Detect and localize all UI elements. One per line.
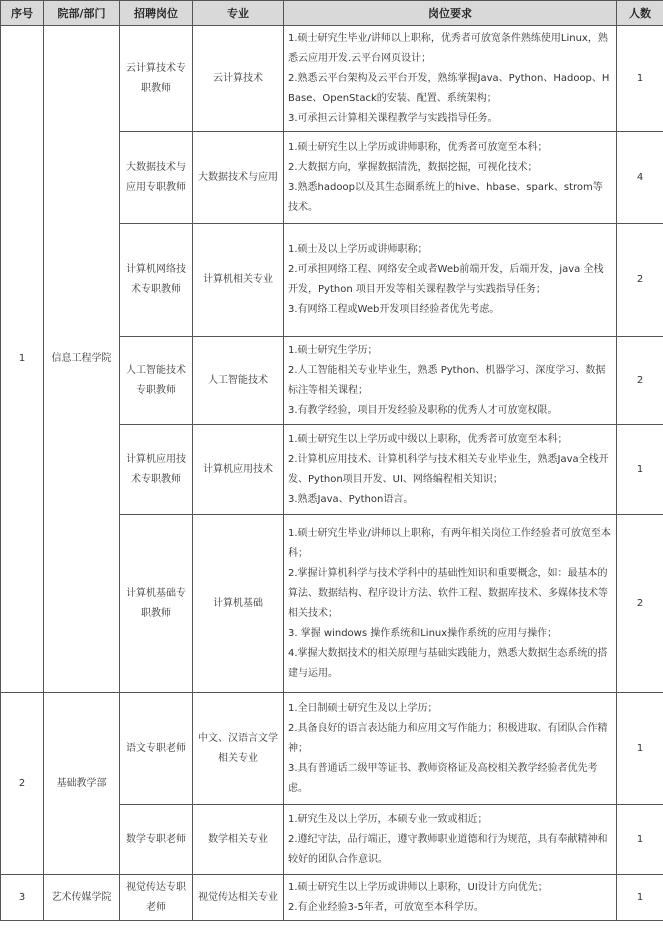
requirement-line: 1.硕士研究生学历； bbox=[288, 344, 378, 356]
position-major: 计算机相关专业 bbox=[193, 224, 284, 337]
position-major: 数学相关专业 bbox=[193, 805, 284, 875]
position-title: 视觉传达专职老师 bbox=[120, 875, 193, 921]
requirement-line: 3.熟悉Java、Python语言。 bbox=[288, 493, 414, 505]
dept-name: 基础教学部 bbox=[44, 693, 120, 875]
header-major: 专业 bbox=[193, 1, 284, 26]
position-count: 1 bbox=[617, 875, 663, 921]
table-row bbox=[1, 875, 663, 921]
position-title: 大数据技术与应用专职教师 bbox=[120, 132, 193, 224]
requirement-line: 3.熟悉hadoop以及其生态圈系统上的hive、hbase、spark、strom等技术。 bbox=[288, 181, 603, 213]
position-major: 计算机基础 bbox=[193, 515, 284, 693]
requirement-line: 3. 掌握 windows 操作系统和Linux操作系统的应用与操作； bbox=[288, 627, 558, 639]
position-count: 1 bbox=[617, 26, 663, 132]
position-requirements bbox=[284, 26, 617, 132]
position-title: 计算机网络技术专职教师 bbox=[120, 224, 193, 337]
requirement-line: 3.有网络工程或Web开发项目经验者优先考虑。 bbox=[288, 304, 500, 315]
requirement-line: 3.具有普通话二级甲等证书、教师资格证及高校相关教学经验者优先考虑。 bbox=[288, 762, 598, 794]
position-count: 1 bbox=[617, 805, 663, 875]
position-requirements bbox=[284, 425, 617, 515]
dept-name: 信息工程学院 bbox=[44, 26, 120, 693]
position-requirements bbox=[284, 337, 617, 425]
position-major: 视觉传达相关专业 bbox=[193, 875, 284, 921]
position-title: 计算机应用技术专职教师 bbox=[120, 425, 193, 515]
position-major: 人工智能技术 bbox=[193, 337, 284, 425]
dept-name: 艺术传媒学院 bbox=[44, 875, 120, 921]
position-count: 1 bbox=[617, 425, 663, 515]
requirement-line: 2.遵纪守法，品行端正，遵守教师职业道德和行为规范，具有奉献精神和较好的团队合作意识。 bbox=[288, 833, 608, 865]
position-requirements bbox=[284, 132, 617, 224]
position-title: 语文专职老师 bbox=[120, 693, 193, 805]
dept-serial: 3 bbox=[1, 875, 44, 921]
position-count: 4 bbox=[617, 132, 663, 224]
position-requirements bbox=[284, 805, 617, 875]
header-row bbox=[1, 1, 663, 26]
header-department: 院部/部门 bbox=[44, 1, 120, 26]
dept-serial: 2 bbox=[1, 693, 44, 875]
header-count: 人数 bbox=[617, 1, 663, 26]
header-requirements: 岗位要求 bbox=[284, 1, 617, 26]
position-requirements bbox=[284, 693, 617, 805]
position-count: 2 bbox=[617, 337, 663, 425]
position-title: 计算机基础专职教师 bbox=[120, 515, 193, 693]
requirement-line: 3.有教学经验，项目开发经验及职称的优秀人才可放宽权限。 bbox=[288, 404, 558, 416]
requirement-line: 1.硕士研究生以上学历或讲师职称，优秀者可放宽至本科； bbox=[288, 141, 548, 153]
requirement-line: 1.硕士研究生毕业/讲师以上职称，优秀者可放宽条件熟练使用Linux，熟悉云应用开发.云平台网页设计； bbox=[288, 32, 608, 64]
position-count: 2 bbox=[617, 224, 663, 337]
position-title: 人工智能技术专职教师 bbox=[120, 337, 193, 425]
header-serial: 序号 bbox=[1, 1, 44, 26]
table-row bbox=[1, 693, 663, 805]
position-major: 中文、汉语言文学相关专业 bbox=[193, 693, 284, 805]
requirement-line: 2.熟悉云平台架构及云平台开发，熟练掌握Java、Python、Hadoop、HBase、OpenStack的安装、配置、系统架构； bbox=[288, 72, 610, 104]
requirement-line: 1.硕士及以上学历或讲师职称； bbox=[288, 244, 428, 255]
requirement-line: 2.有企业经验3-5年者，可放宽至本科学历。 bbox=[288, 901, 484, 913]
requirement-line: 2.掌握计算机科学与技术学科中的基础性知识和重要概念，如：最基本的算法、数据结构、程序设计方法、软件工程、数据库技术、多媒体技术等相关技术； bbox=[288, 567, 608, 619]
position-requirements bbox=[284, 224, 617, 337]
position-count: 1 bbox=[617, 693, 663, 805]
position-count: 2 bbox=[617, 515, 663, 693]
requirement-line: 2.人工智能相关专业毕业生，熟悉 Python、机器学习、深度学习、数据标注等相关课程； bbox=[288, 364, 606, 396]
requirement-line: 1.全日制硕士研究生及以上学历； bbox=[288, 702, 438, 714]
position-title: 云计算技术专职教师 bbox=[120, 26, 193, 132]
position-requirements bbox=[284, 515, 617, 693]
position-requirements bbox=[284, 875, 617, 921]
requirement-line: 2.大数据方向，掌握数据清洗，数据挖掘，可视化技术； bbox=[288, 161, 538, 173]
position-major: 计算机应用技术 bbox=[193, 425, 284, 515]
requirement-line: 2.可承担网络工程、网络安全或者Web前端开发，后端开发，java 全栈开发，Python 项目开发等相关课程教学与实践指导任务； bbox=[288, 264, 604, 295]
table-row bbox=[1, 26, 663, 132]
requirement-line: 1.研究生及以上学历，本硕专业一致或相近； bbox=[288, 813, 488, 825]
requirement-line: 2.具备良好的语言表达能力和应用文写作能力；积极进取、有团队合作精神； bbox=[288, 722, 608, 754]
requirement-line: 3.可承担云计算相关课程教学与实践指导任务。 bbox=[288, 112, 498, 124]
requirement-line: 1.硕士研究生以上学历或中级以上职称，优秀者可放宽至本科； bbox=[288, 433, 568, 445]
requirement-line: 2.计算机应用技术、计算机科学与技术相关专业毕业生，熟悉Java全栈开发、Python项目开发、UI、网络编程相关知识； bbox=[288, 453, 609, 485]
dept-serial: 1 bbox=[1, 26, 44, 693]
position-title: 数学专职老师 bbox=[120, 805, 193, 875]
requirement-line: 1.硕士研究生以上学历或讲师以上职称，UI设计方向优先； bbox=[288, 881, 548, 893]
requirement-line: 4.掌握大数据技术的相关原理与基础实践能力，熟悉大数据生态系统的搭建与运用。 bbox=[288, 647, 608, 679]
requirement-line: 1.硕士研究生毕业/讲师以上职称，有两年相关岗位工作经验者可放宽至本科； bbox=[288, 527, 611, 559]
position-major: 大数据技术与应用 bbox=[193, 132, 284, 224]
position-major: 云计算技术 bbox=[193, 26, 284, 132]
header-position: 招聘岗位 bbox=[120, 1, 193, 26]
